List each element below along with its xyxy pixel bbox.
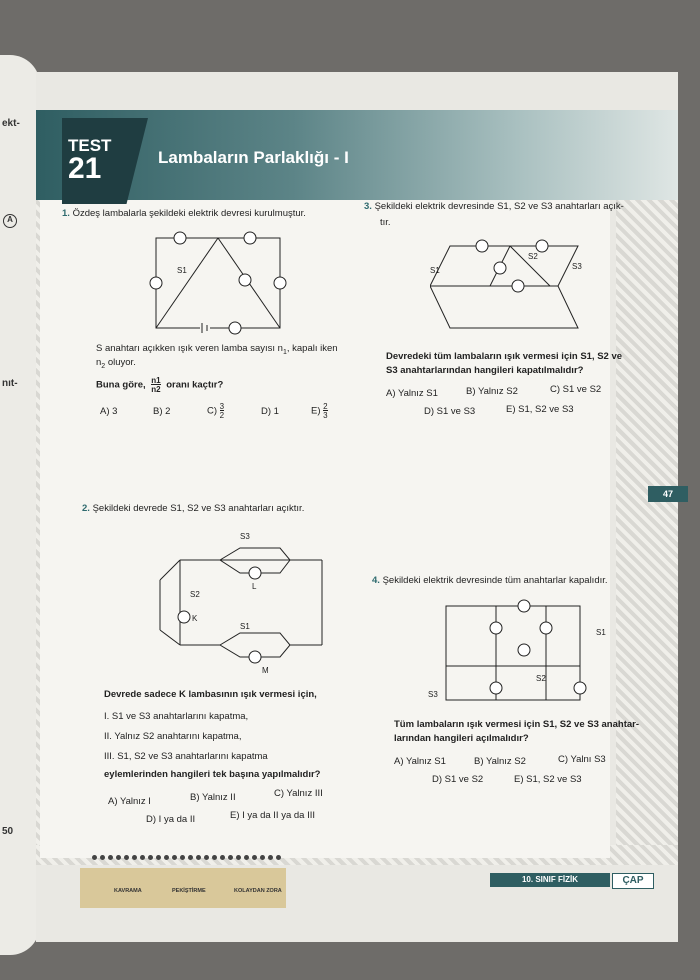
q3-label: S1 [430, 266, 440, 275]
binding-ring [92, 855, 97, 860]
q2-question: Devrede sadece K lambasının ışık vermesi için, [104, 689, 317, 700]
binding-ring [164, 855, 169, 860]
q3-option[interactable]: A) Yalnız S1 [386, 388, 438, 399]
q2-label: M [262, 666, 269, 675]
q1-option[interactable]: $E) \frac{2}{3}$ [311, 402, 328, 420]
test-number: 21 [68, 152, 102, 185]
binding-ring [116, 855, 121, 860]
q3-ask: Devredeki tüm lambaların ışık vermesi için S1, S2 ve [386, 351, 623, 362]
q4-option[interactable]: D) S1 ve S2 [432, 774, 484, 785]
binding-ring [156, 855, 161, 860]
q2-label: K [192, 614, 198, 623]
q1-stem: 1. Özdeş lambalarla şekildeki elektrik devresi kurulmuştur. [62, 208, 306, 219]
q1-option[interactable]: D) 1 [261, 406, 279, 417]
prev-page-fragment: 50 [2, 826, 14, 837]
q3-option[interactable]: B) Yalnız S2 [466, 386, 518, 397]
binding-ring [268, 855, 273, 860]
q4-option[interactable]: C) Yalnı S3 [558, 754, 606, 765]
previous-page [0, 55, 40, 955]
q2-item: II. Yalnız S2 anahtarını kapatma, [104, 731, 242, 742]
binding-ring [236, 855, 241, 860]
q2-label: S1 [240, 622, 250, 631]
binding-ring [244, 855, 249, 860]
q2-option[interactable]: A) Yalnız I [108, 796, 151, 807]
sticker-kavrama: KAVRAMA [114, 888, 142, 894]
binding-ring [212, 855, 217, 860]
binding-ring [172, 855, 177, 860]
q1-text2: $n_2$ oluyor. [96, 357, 136, 370]
binding-ring [132, 855, 137, 860]
q4-label: S1 [596, 628, 606, 637]
q2-item: I. S1 ve S3 anahtarlarını kapatma, [104, 711, 249, 722]
hatch-border [616, 200, 678, 860]
binding-ring [108, 855, 113, 860]
q3-label: S2 [528, 252, 538, 261]
prev-page-fragment: A [3, 214, 17, 228]
binding-ring [180, 855, 185, 860]
binding-ring [100, 855, 105, 860]
page-number: 47 [648, 486, 688, 502]
binding-ring [148, 855, 153, 860]
test-label: TEST [68, 136, 112, 155]
brand-logo: ÇAP [612, 873, 654, 889]
q2-label: S3 [240, 532, 250, 541]
binding-ring [252, 855, 257, 860]
q1-text1: S anahtarı açıkken ışık veren lamba sayısı $n_1$, kapalı iken [96, 343, 338, 356]
binding-ring [220, 855, 225, 860]
q2-item: III. S1, S2 ve S3 anahtarlarını kapatma [104, 751, 268, 762]
binding-ring [260, 855, 265, 860]
q1-circuit [140, 228, 300, 338]
q4-label: S3 [428, 690, 438, 699]
q3-stem: 3. Şekildeki elektrik devresinde S1, S2 ve S3 anahtarları açık- [364, 201, 624, 212]
q4-ask: Tüm lambaların ışık vermesi için S1, S2 ve S3 anahtar- [394, 719, 640, 730]
binding-ring [188, 855, 193, 860]
prev-page-fragment: nıt- [2, 378, 18, 389]
prev-page-fragment: ekt- [2, 118, 20, 129]
q3-option[interactable]: C) S1 ve S2 [550, 384, 602, 395]
binding-ring [124, 855, 129, 860]
q2-option[interactable]: C) Yalnız III [274, 788, 323, 799]
q3-ask: S3 anahtarlarından hangileri kapatılmalıdır? [386, 365, 584, 376]
q4-option[interactable]: A) Yalnız S1 [394, 756, 446, 767]
q4-stem: 4. Şekildeki elektrik devresinde tüm anahtarlar kapalıdır. [372, 575, 608, 586]
grade-label: 10. SINIF FİZİK [490, 873, 610, 887]
q2-option[interactable]: E) I ya da II ya da III [230, 810, 316, 821]
sticker-pekistirme: PEKİŞTİRME [172, 888, 206, 894]
binding-ring [140, 855, 145, 860]
q1-option[interactable]: B) 2 [153, 406, 171, 417]
q1-option[interactable]: $C) \frac{3}{2}$ [207, 402, 225, 420]
q1-option[interactable]: A) 3 [100, 406, 118, 417]
q3-option[interactable]: D) S1 ve S3 [424, 406, 476, 417]
binding-ring [196, 855, 201, 860]
q2-ask: eylemlerinden hangileri tek başına yapılmalıdır? [104, 769, 321, 780]
q1-switch-label: S1 [177, 266, 187, 275]
q3-option[interactable]: E) S1, S2 ve S3 [506, 404, 574, 415]
sticker-kolaydan-zora: KOLAYDAN ZORA [234, 888, 282, 894]
q4-circuit [436, 598, 596, 708]
q3-circuit [430, 236, 590, 336]
q4-option[interactable]: B) Yalnız S2 [474, 756, 526, 767]
q4-ask: larından hangileri açılmalıdır? [394, 733, 529, 744]
q2-label: L [252, 582, 257, 591]
q1-question: Buna göre, $\frac{n1}{n2}$ oranı kaçtır? [96, 376, 224, 394]
q2-circuit [140, 535, 330, 675]
binding-ring [204, 855, 209, 860]
binding-ring [276, 855, 281, 860]
sticker-strip [80, 868, 286, 908]
q4-label: S2 [536, 674, 546, 683]
q2-option[interactable]: D) I ya da II [146, 814, 196, 825]
q3-stem-cont: tır. [380, 217, 391, 228]
q4-option[interactable]: E) S1, S2 ve S3 [514, 774, 582, 785]
page-title: Lambaların Parlaklığı - I [158, 148, 349, 167]
q2-option[interactable]: B) Yalnız II [190, 792, 236, 803]
binding-ring [228, 855, 233, 860]
q2-label: S2 [190, 590, 200, 599]
q2-stem: 2. Şekildeki devrede S1, S2 ve S3 anahtarları açıktır. [82, 503, 305, 514]
q3-label: S3 [572, 262, 582, 271]
